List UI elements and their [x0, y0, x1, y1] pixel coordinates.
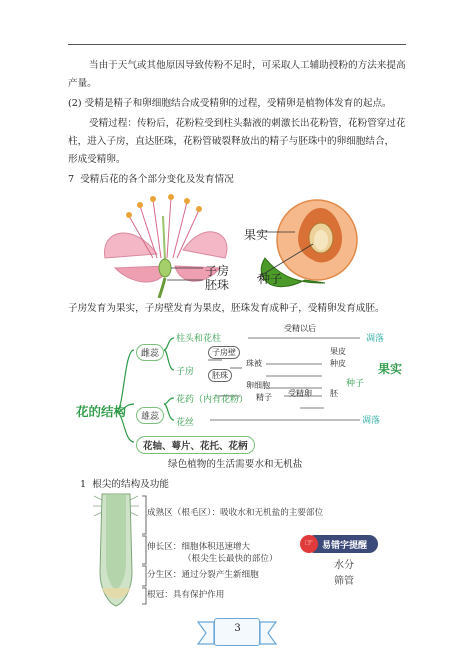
root-elongation-note: （根尖生长最快的部位）	[183, 554, 278, 564]
para2-line2: 受精过程：传粉后，花粉粒受到柱头黏液的刺激长出花粉管，花粉管穿过花	[89, 118, 406, 129]
mindmap-egg-cell: 卵细胞	[246, 381, 270, 390]
para1-line1: 当由于天气或其他原因导致传粉不足时，可采取人工辅助授粉的方法来提高	[89, 60, 406, 71]
mindmap-stigma-style: 柱头和花柱	[176, 334, 222, 344]
mindmap-embryo: 胚	[330, 389, 338, 398]
mindmap-other-parts: 花轴、萼片、花托、花柄	[136, 436, 255, 454]
root-mature-zone: 成熟区（根毛区）：吸收水和无机盐的主要部位	[147, 508, 324, 518]
section1-number: 1	[80, 479, 87, 490]
tip-word-sieve-tube: 筛管	[334, 576, 354, 587]
para2-line4: 形成受精卵。	[68, 154, 126, 165]
mindmap-root: 花的结构	[76, 404, 127, 419]
mindmap-ovary-wall: 子房壁	[208, 346, 240, 359]
tip-word-water: 水分	[334, 560, 354, 571]
flower-fruit-figure	[95, 188, 395, 298]
figure-label-ovary: 子房	[205, 264, 230, 278]
para2-number: (2)	[68, 98, 82, 109]
figure-label-seed: 种子	[258, 272, 283, 286]
root-elongation-zone: 伸长区：细胞体积迅速增大	[147, 542, 251, 552]
section7-number: 7	[68, 174, 75, 185]
mindmap-seed-coat: 种皮	[330, 359, 346, 368]
mindmap-sperm: 精子	[256, 393, 272, 402]
header-rule	[68, 44, 406, 45]
section1-title: 根尖的结构及功能	[92, 479, 169, 490]
mindmap-ovary: 子房	[176, 367, 195, 377]
mindmap-integument: 珠被	[246, 359, 262, 368]
section1-heading	[80, 477, 169, 493]
mindmap-ovule: 胚珠	[208, 369, 232, 382]
root-cap: 根冠：具有保护作用	[147, 590, 225, 600]
mindmap-anther: 花药（内有花粉）	[176, 395, 249, 405]
section7-title: 受精后花的各个部分变化及发育情况	[80, 174, 234, 185]
para2-line1	[68, 96, 392, 112]
mindmap-wither-1: 凋落	[366, 334, 385, 344]
figure-label-ovule: 胚珠	[205, 278, 230, 292]
mindmap-after-fertilization: 受精以后	[284, 324, 316, 333]
section-subtitle: 绿色植物的生活需要水和无机盐	[168, 459, 303, 470]
development-sentence: 子房发育为果实，子房壁发育为果皮，胚珠发育成种子，受精卵发育成胚。	[68, 303, 385, 314]
mindmap-zygote: 受精卵	[288, 389, 312, 398]
para2-line3: 柱，进入子房，直达胚珠，花粉管破裂释放出的精子与胚珠中的卵细胞结合，	[68, 136, 395, 147]
mindmap-fruit: 果实	[378, 362, 403, 376]
root-meristem-zone: 分生区：通过分裂产生新细胞	[147, 570, 259, 580]
section7-heading	[68, 172, 234, 188]
mindmap-wither-2: 凋落	[362, 416, 381, 426]
megaphone-icon: ☞	[300, 535, 318, 553]
para1-line2: 产量。	[68, 78, 97, 89]
mindmap-stamen: 雄蕊	[136, 407, 164, 424]
mindmap-seed: 种子	[346, 379, 365, 389]
tip-box-title: 易错字提醒	[322, 541, 368, 551]
para2-text: 受精是精子和卵细胞结合成受精卵的过程，受精卵是植物体发育的起点。	[84, 98, 392, 109]
root-tip-illustration	[92, 492, 140, 608]
figure-label-fruit: 果实	[244, 228, 269, 242]
mindmap-pistil: 雌蕊	[136, 344, 164, 361]
mindmap-filament: 花丝	[176, 418, 195, 428]
mindmap-pericarp: 果皮	[330, 347, 346, 356]
page-number: 3	[234, 623, 241, 634]
